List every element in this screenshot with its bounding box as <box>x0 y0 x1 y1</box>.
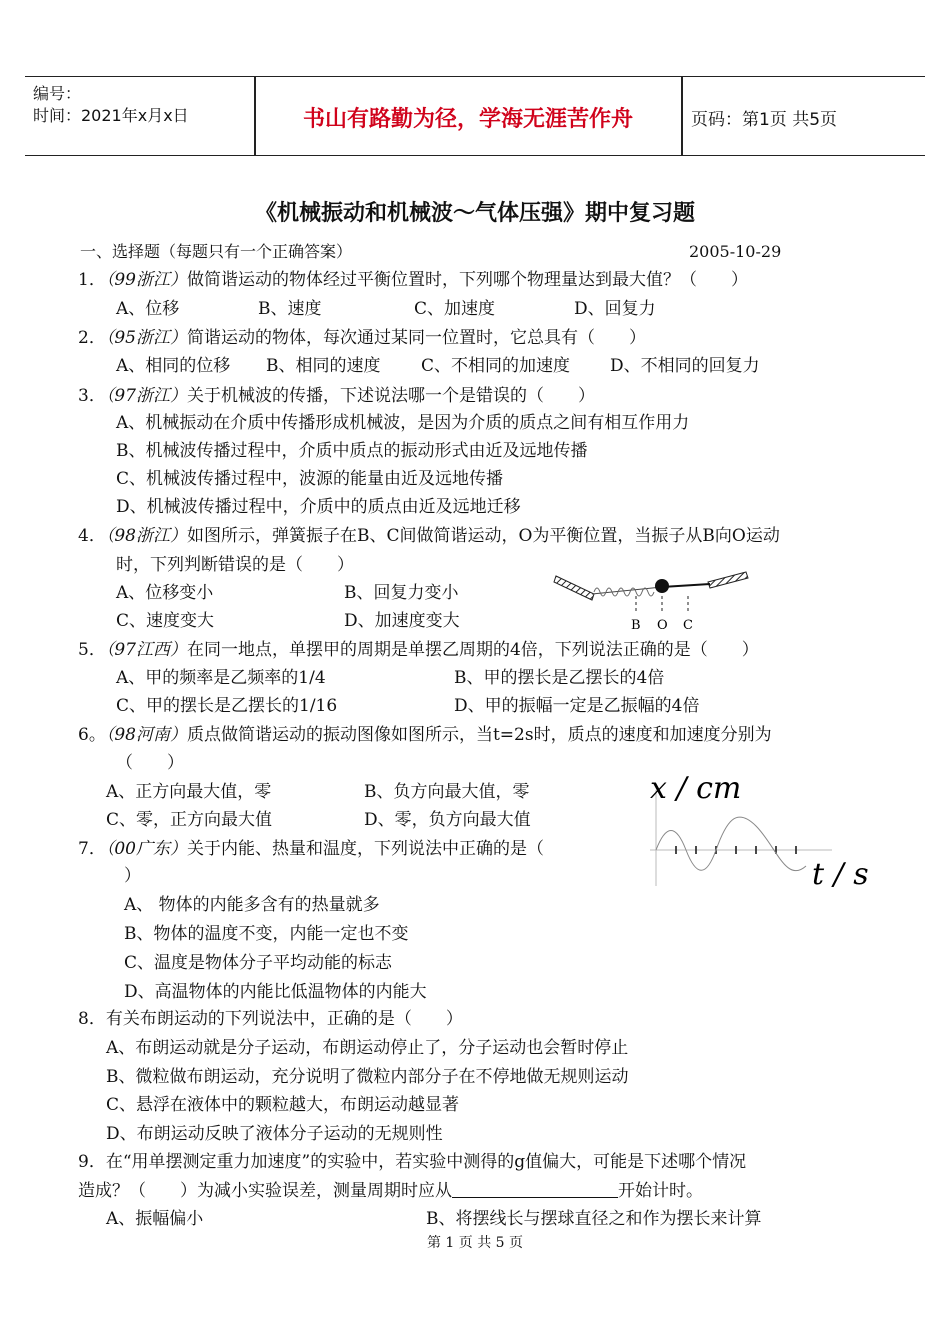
q4-option-a: A、位移变小 <box>116 583 214 603</box>
page-title: 《机械振动和机械波～气体压强》期中复习题 <box>254 200 695 226</box>
q3-option-b: B、机械波传播过程中，介质中质点的振动形式由近及远地传播 <box>116 441 588 461</box>
q3-option-d: D、机械波传播过程中，介质中的质点由近及远地迁移 <box>116 497 521 517</box>
oscillator-ball <box>655 579 669 593</box>
q5-option-a: A、甲的频率是乙频率的1/4 <box>116 668 326 688</box>
label-o: O <box>657 618 668 633</box>
question-4: 4．（98浙江）如图所示，弹簧振子在B、C间做简谐运动，O为平衡位置，当振子从B向O运动 <box>78 526 780 546</box>
q6-option-d: D、零，负方向最大值 <box>364 810 531 830</box>
question-1: 1．（99浙江）做简谐运动的物体经过平衡位置时，下列哪个物理量达到最大值？（ ） <box>78 270 748 290</box>
section-date: 2005-10-29 <box>689 242 782 261</box>
q8-option-c: C、悬浮在液体中的颗粒越大，布朗运动越显著 <box>106 1095 460 1115</box>
q9-option-b: B、将摆线长与摆球直径之和作为摆长来计算 <box>426 1209 762 1229</box>
q9-option-a: A、振幅偏小 <box>106 1209 204 1229</box>
y-axis-label: x / cm <box>650 771 742 806</box>
number-label: 编号： <box>33 84 82 103</box>
q6-option-a: A、正方向最大值，零 <box>106 782 272 802</box>
question-9: 9．在“用单摆测定重力加速度”的实验中，若实验中测得的g值偏大，可能是下述哪个情况 <box>78 1152 747 1172</box>
q1-option-d: D、回复力 <box>574 299 656 319</box>
q2-option-c: C、不相同的加速度 <box>421 356 571 376</box>
label-b: B <box>631 618 641 633</box>
q2-option-b: B、相同的速度 <box>266 356 381 376</box>
section-heading: 一、选择题（每题只有一个正确答案） <box>80 242 353 261</box>
vibration-graph <box>640 766 880 892</box>
q1-option-b: B、速度 <box>258 299 322 319</box>
q7-option-a: A、 物体的内能多含有的热量就多 <box>124 895 380 915</box>
label-c: C <box>683 618 693 633</box>
question-6-cont: （ ） <box>116 753 184 773</box>
q4-option-c: C、速度变大 <box>116 611 215 631</box>
q1-option-a: A、位移 <box>116 299 180 319</box>
rod-left <box>592 587 662 594</box>
q8-option-a: A、布朗运动就是分子运动，布朗运动停止了，分子运动也会暂时停止 <box>106 1038 629 1058</box>
q5-option-d: D、甲的振幅一定是乙振幅的4倍 <box>454 696 700 716</box>
q7-option-c: C、温度是物体分子平均动能的标志 <box>124 953 393 973</box>
divider <box>681 77 683 155</box>
rod-right <box>662 584 710 587</box>
question-5: 5．（97江西）在同一地点，单摆甲的周期是单摆乙周期的4倍，下列说法正确的是（ ） <box>78 640 759 660</box>
page-info: 页码：第1页 共5页 <box>691 110 838 130</box>
vibration-curve <box>656 817 806 871</box>
q2-option-a: A、相同的位移 <box>116 356 231 376</box>
q8-option-d: D、布朗运动反映了液体分子运动的无规则性 <box>106 1124 443 1144</box>
q3-option-c: C、机械波传播过程中，波源的能量由近及远地传播 <box>116 469 504 489</box>
q7-option-d: D、高温物体的内能比低温物体的内能大 <box>124 982 427 1002</box>
q4-option-d: D、加速度变大 <box>344 611 460 631</box>
header-meta <box>33 83 189 127</box>
q7-option-b: B、物体的温度不变，内能一定也不变 <box>124 924 409 944</box>
question-9-cont: 造成？（ ）为减小实验误差，测量周期时应从 开始计时。 <box>78 1181 703 1201</box>
question-2: 2．（95浙江）简谐运动的物体，每次通过某同一位置时，它总具有（ ） <box>78 328 646 348</box>
answer-blank[interactable] <box>452 1181 618 1198</box>
question-6: 6。（98河南）质点做简谐运动的振动图像如图所示，当t=2s时，质点的速度和加速度分别为 <box>78 725 772 745</box>
q5-option-b: B、甲的摆长是乙摆长的4倍 <box>454 668 665 688</box>
q6-option-b: B、负方向最大值，零 <box>364 782 530 802</box>
q2-option-d: D、不相同的回复力 <box>610 356 760 376</box>
question-8: 8．有关布朗运动的下列说法中，正确的是（ ） <box>78 1009 463 1029</box>
q1-option-c: C、加速度 <box>414 299 496 319</box>
q8-option-b: B、微粒做布朗运动，充分说明了微粒内部分子在不停地做无规则运动 <box>106 1067 629 1087</box>
page-footer: 第 1 页 共 5 页 <box>426 1235 524 1251</box>
q6-option-c: C、零，正方向最大值 <box>106 810 273 830</box>
time-label: 时间：2021年x月x日 <box>33 106 189 125</box>
motto: 书山有路勤为径，学海无涯苦作舟 <box>302 107 633 132</box>
question-3: 3．（97浙江）关于机械波的传播，下述说法哪一个是错误的（ ） <box>78 386 595 406</box>
question-7: 7．（00广东）关于内能、热量和温度，下列说法中正确的是（ <box>78 839 544 859</box>
left-wall <box>554 576 594 600</box>
spring-oscillator-figure <box>550 568 760 638</box>
q3-option-a: A、机械振动在介质中传播形成机械波，是因为介质的质点之间有相互作用力 <box>116 413 690 433</box>
page-header <box>25 76 925 156</box>
x-axis-label: t / s <box>812 857 869 892</box>
q5-option-c: C、甲的摆长是乙摆长的1/16 <box>116 696 338 716</box>
question-7-cont: ） <box>124 866 141 886</box>
right-wall <box>708 572 748 588</box>
q4-option-b: B、回复力变小 <box>344 583 459 603</box>
question-4-cont: 时，下列判断错误的是（ ） <box>116 555 354 575</box>
